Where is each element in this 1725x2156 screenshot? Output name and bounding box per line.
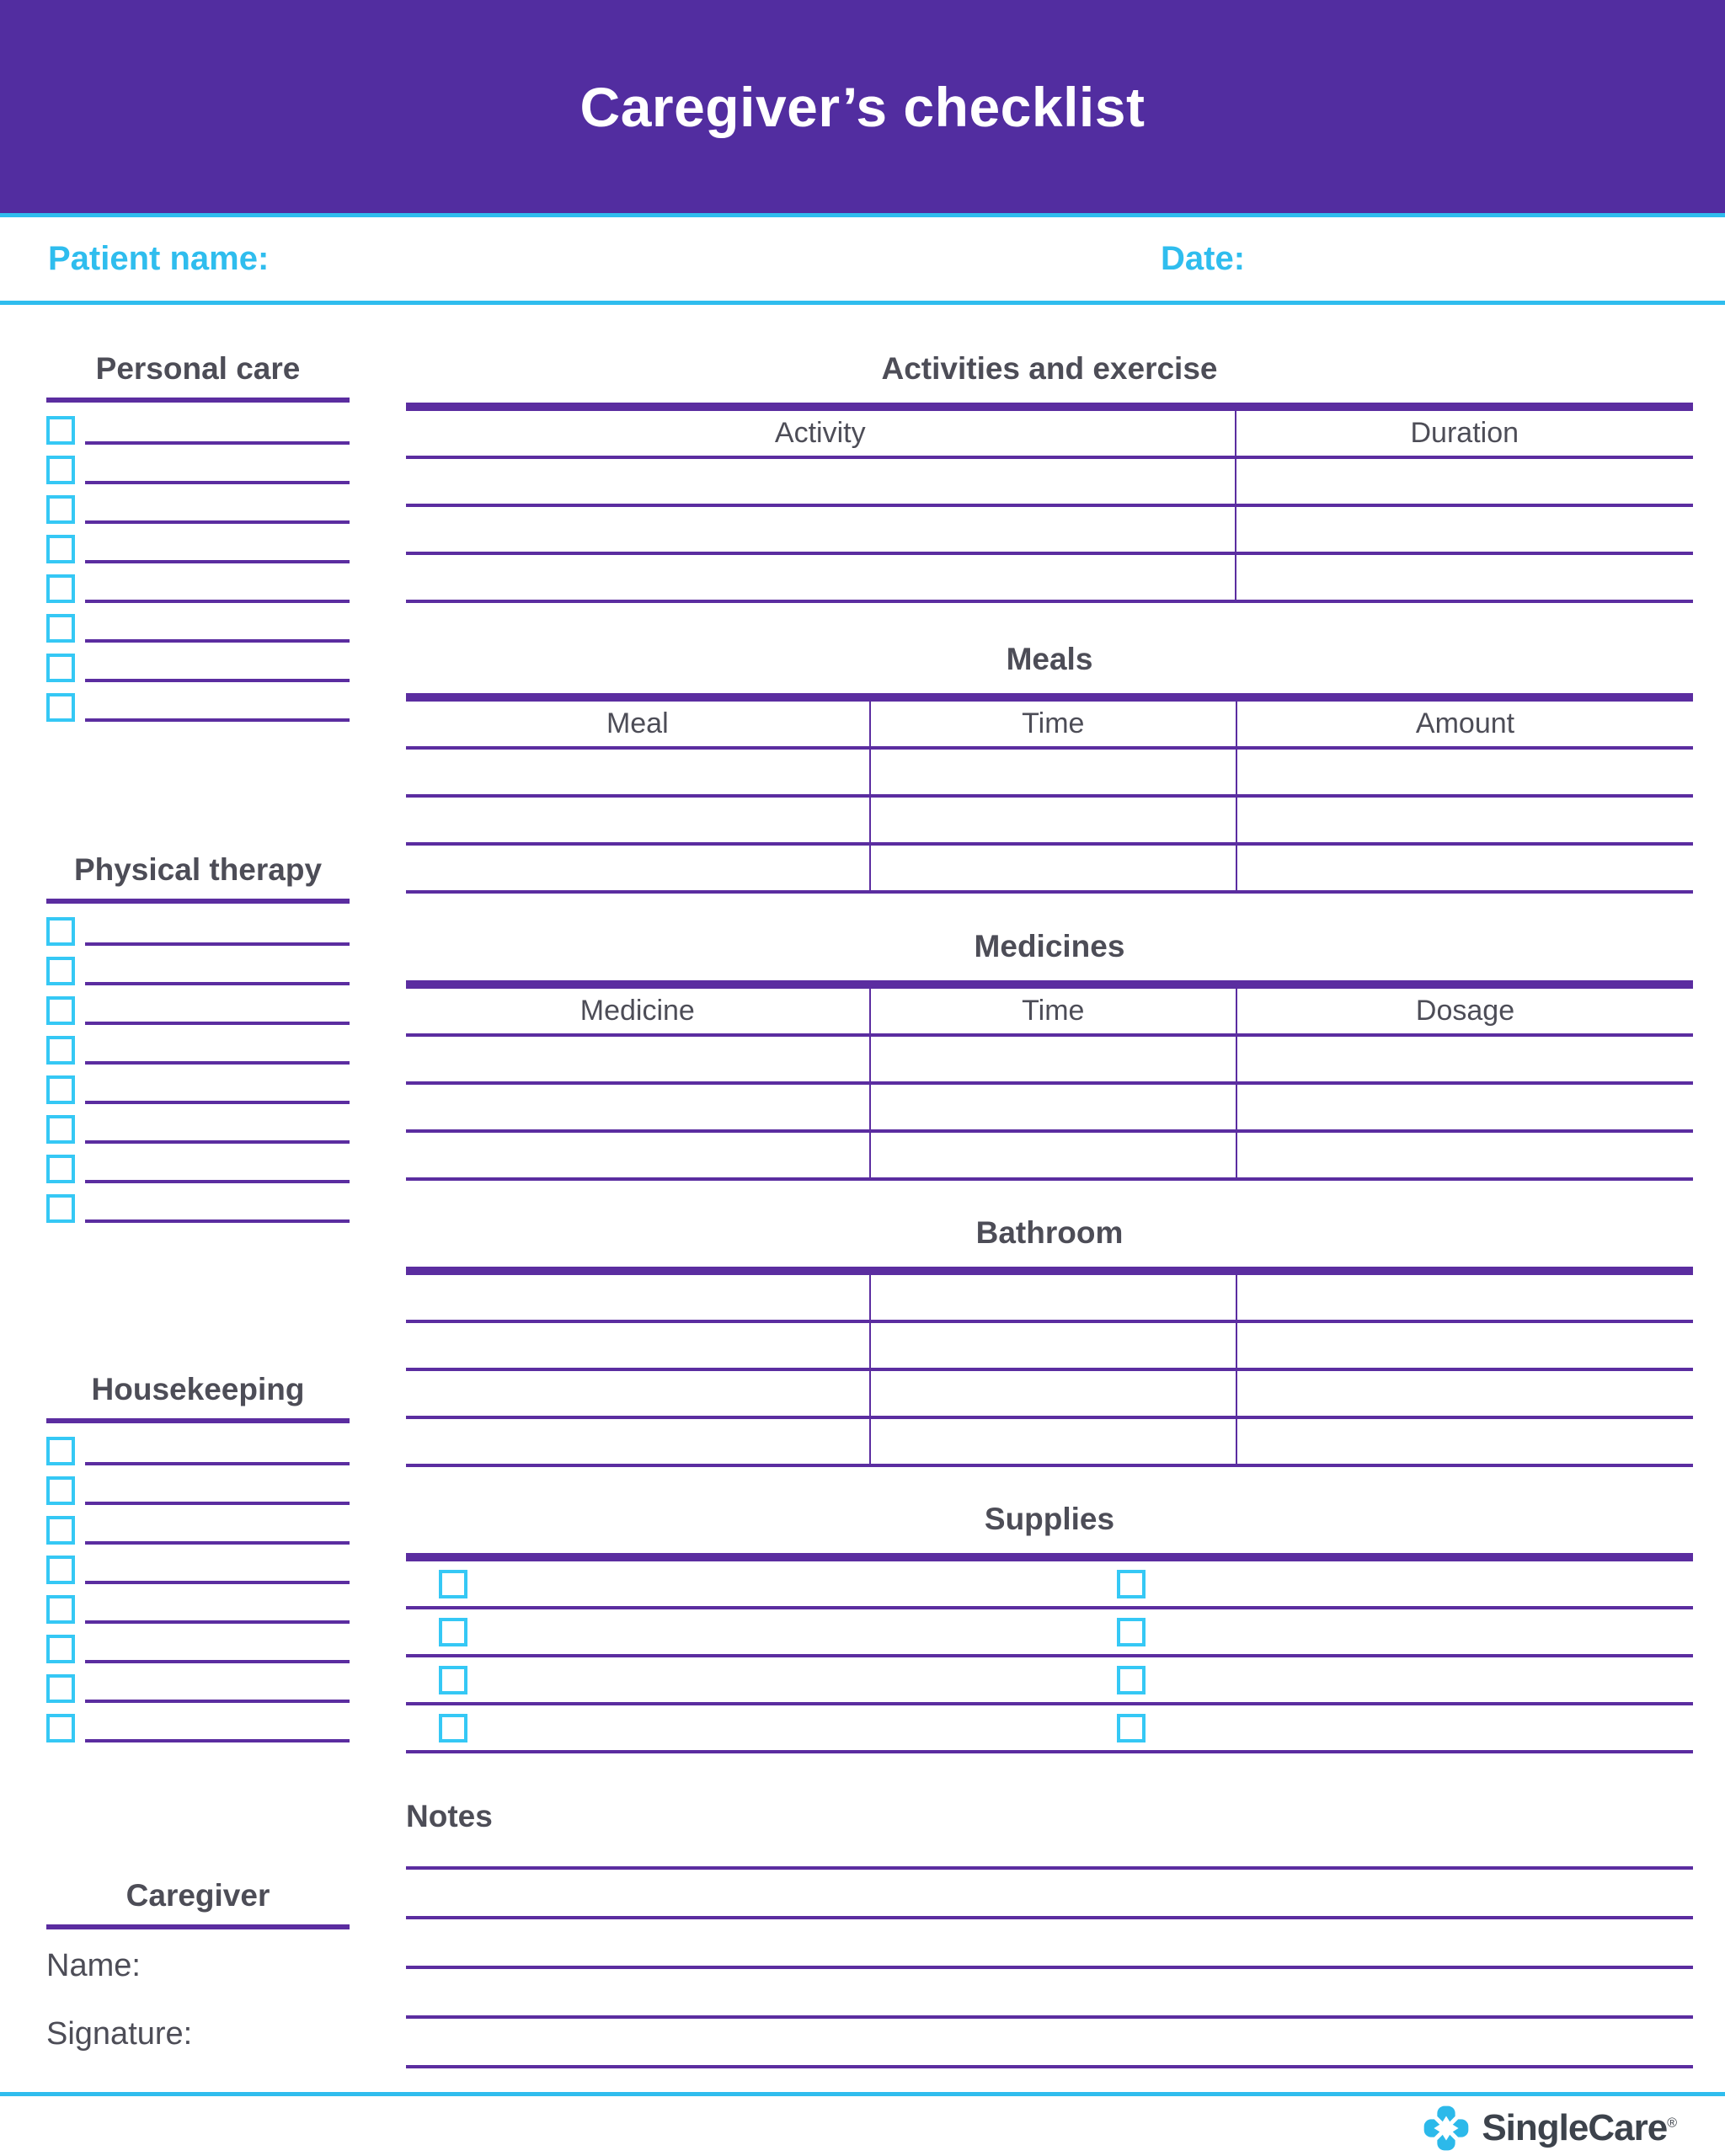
write-in-line[interactable]: [85, 456, 350, 484]
checklist-row: [46, 1714, 350, 1742]
checklist-row: [46, 1115, 350, 1144]
checkbox[interactable]: [1117, 1714, 1146, 1742]
medicines-table-topbar: [406, 980, 1693, 989]
checkbox[interactable]: [46, 614, 75, 643]
medicines-header-time: Time: [871, 989, 1237, 1033]
meals-header-meal: Meal: [406, 702, 871, 746]
checkbox[interactable]: [46, 1674, 75, 1703]
meals-cell[interactable]: [406, 846, 871, 890]
write-in-line[interactable]: [85, 957, 350, 985]
checkbox[interactable]: [46, 1635, 75, 1663]
activities-header-activity: Activity: [406, 411, 1236, 456]
checkbox[interactable]: [46, 1437, 75, 1465]
section-caregiver: [46, 1877, 350, 2052]
supplies-row: [406, 1657, 1693, 1705]
medicines-cell[interactable]: [406, 1133, 871, 1177]
patient-name-label: Patient name:: [48, 240, 270, 277]
checkbox[interactable]: [46, 1516, 75, 1545]
supplies-row: [406, 1609, 1693, 1657]
section-supplies: [406, 1501, 1693, 1753]
bathroom-cell[interactable]: [871, 1323, 1237, 1368]
activities-table: [406, 403, 1693, 603]
medicines-header-medicine: Medicine: [406, 989, 871, 1033]
medicines-cell[interactable]: [1237, 1133, 1693, 1177]
activities-title: Activities and exercise: [881, 351, 1218, 386]
bathroom-cell[interactable]: [871, 1275, 1237, 1320]
notes-line[interactable]: [406, 1870, 1693, 1919]
checkbox[interactable]: [46, 917, 75, 946]
write-in-line[interactable]: [85, 917, 350, 946]
checklist-row: [46, 917, 350, 946]
write-in-line[interactable]: [85, 535, 350, 563]
footer: [0, 2096, 1725, 2156]
bathroom-table-topbar: [406, 1267, 1693, 1275]
write-in-line[interactable]: [85, 996, 350, 1025]
caregiver-title: Caregiver: [126, 1878, 270, 1913]
medicines-cell[interactable]: [1237, 1085, 1693, 1129]
patient-bar: [0, 217, 1725, 301]
checkbox[interactable]: [439, 1618, 467, 1646]
checklist-row: [46, 1516, 350, 1545]
personal-care-title: Personal care: [95, 351, 301, 386]
checkbox[interactable]: [46, 957, 75, 985]
checklist-row: [46, 1194, 350, 1223]
header-banner: [0, 0, 1725, 213]
meals-header-time: Time: [871, 702, 1237, 746]
checkbox[interactable]: [46, 654, 75, 682]
checkbox[interactable]: [46, 574, 75, 603]
bathroom-cell[interactable]: [406, 1275, 871, 1320]
write-in-line[interactable]: [85, 416, 350, 445]
bathroom-cell[interactable]: [1237, 1275, 1693, 1320]
checkbox[interactable]: [46, 535, 75, 563]
bathroom-cell[interactable]: [871, 1371, 1237, 1416]
activities-cell[interactable]: [1236, 507, 1693, 552]
bathroom-cell[interactable]: [1237, 1323, 1693, 1368]
housekeeping-title: Housekeeping: [91, 1372, 305, 1406]
bathroom-cell[interactable]: [871, 1419, 1237, 1464]
write-in-line[interactable]: [85, 693, 350, 722]
physical-therapy-title: Physical therapy: [73, 852, 323, 887]
activities-cell[interactable]: [1236, 459, 1693, 504]
meals-cell[interactable]: [1237, 798, 1693, 842]
checkbox[interactable]: [46, 495, 75, 524]
personal-care-list: [46, 416, 350, 722]
checklist-row: [46, 1437, 350, 1465]
write-in-line[interactable]: [85, 574, 350, 603]
notes-line[interactable]: [406, 2019, 1693, 2068]
checkbox[interactable]: [46, 416, 75, 445]
singlecare-cross-icon: [1423, 2105, 1470, 2152]
checkbox[interactable]: [1117, 1618, 1146, 1646]
checklist-row: [46, 1155, 350, 1183]
medicines-cell[interactable]: [406, 1037, 871, 1081]
meals-cell[interactable]: [871, 750, 1237, 794]
write-in-line[interactable]: [85, 1556, 350, 1584]
checkbox[interactable]: [46, 1595, 75, 1624]
write-in-line[interactable]: [85, 614, 350, 643]
write-in-line[interactable]: [85, 495, 350, 524]
checkbox[interactable]: [46, 1155, 75, 1183]
write-in-line[interactable]: [85, 1714, 350, 1742]
checklist-row: [46, 614, 350, 643]
notes-line[interactable]: [406, 1919, 1693, 1969]
activities-cell[interactable]: [1236, 555, 1693, 600]
physical-therapy-underline: [46, 899, 350, 904]
meals-table: [406, 693, 1693, 894]
notes-line[interactable]: [406, 1834, 1693, 1870]
supplies-grid: [406, 1553, 1693, 1753]
write-in-line[interactable]: [85, 1674, 350, 1703]
notes-title: Notes: [406, 1799, 493, 1833]
singlecare-wordmark: SingleCare®: [1482, 2107, 1676, 2148]
section-meals: [406, 641, 1693, 894]
checklist-row: [46, 693, 350, 722]
bathroom-cell[interactable]: [406, 1323, 871, 1368]
write-in-line[interactable]: [85, 1437, 350, 1465]
bathroom-table: [406, 1267, 1693, 1467]
checkbox[interactable]: [439, 1666, 467, 1694]
meals-header-amount: Amount: [1415, 707, 1515, 739]
checklist-row: [46, 1556, 350, 1584]
activities-table-topbar: [406, 403, 1693, 411]
checklist-row: [46, 654, 350, 682]
checklist-row: [46, 1476, 350, 1505]
checkbox[interactable]: [46, 996, 75, 1025]
write-in-line[interactable]: [85, 1115, 350, 1144]
section-bathroom: [406, 1214, 1693, 1467]
medicines-cell[interactable]: [406, 1085, 871, 1129]
checkbox[interactable]: [46, 1075, 75, 1104]
right-column: [406, 350, 1693, 2068]
write-in-line[interactable]: [85, 1476, 350, 1505]
checklist-row: [46, 1674, 350, 1703]
housekeeping-list: [46, 1437, 350, 1742]
meals-cell[interactable]: [406, 798, 871, 842]
meals-cell[interactable]: [1237, 846, 1693, 890]
checkbox[interactable]: [46, 1115, 75, 1144]
checklist-row: [46, 456, 350, 484]
form-body: [0, 305, 1725, 2092]
bathroom-cell[interactable]: [406, 1371, 871, 1416]
checklist-row: [46, 1036, 350, 1065]
activities-header-duration: Duration: [1410, 417, 1519, 449]
supplies-title: Supplies: [984, 1502, 1115, 1536]
section-physical-therapy: [46, 851, 350, 1223]
caregiver-name-label: Name:: [46, 1948, 141, 1983]
section-activities: [406, 350, 1693, 603]
checklist-row: [46, 535, 350, 563]
supplies-topbar: [406, 1553, 1693, 1561]
write-in-line[interactable]: [85, 1516, 350, 1545]
singlecare-logo: [1423, 2105, 1676, 2152]
section-medicines: [406, 928, 1693, 1181]
medicines-cell[interactable]: [871, 1037, 1237, 1081]
date-label: Date:: [1161, 240, 1246, 277]
checklist-row: [46, 1075, 350, 1104]
meals-cell[interactable]: [871, 846, 1237, 890]
checklist-row: [46, 1635, 350, 1663]
checkbox[interactable]: [439, 1570, 467, 1598]
medicines-cell[interactable]: [871, 1085, 1237, 1129]
caregiver-signature-label: Signature:: [46, 2016, 193, 2052]
activities-cell[interactable]: [406, 555, 1236, 600]
bathroom-cell[interactable]: [1237, 1371, 1693, 1416]
medicines-cell[interactable]: [871, 1133, 1237, 1177]
write-in-line[interactable]: [85, 654, 350, 682]
medicines-table: [406, 980, 1693, 1181]
checkbox[interactable]: [46, 1714, 75, 1742]
housekeeping-underline: [46, 1418, 350, 1423]
write-in-line[interactable]: [85, 1635, 350, 1663]
supplies-row: [406, 1561, 1693, 1609]
checklist-row: [46, 416, 350, 445]
bathroom-title: Bathroom: [975, 1215, 1124, 1250]
activities-cell[interactable]: [406, 459, 1236, 504]
section-notes: [406, 1799, 1693, 2068]
meals-table-topbar: [406, 693, 1693, 702]
physical-therapy-list: [46, 917, 350, 1223]
checkbox[interactable]: [46, 1194, 75, 1223]
write-in-line[interactable]: [85, 1155, 350, 1183]
personal-care-underline: [46, 398, 350, 403]
bathroom-cell[interactable]: [1237, 1419, 1693, 1464]
checklist-row: [46, 957, 350, 985]
checkbox[interactable]: [46, 1036, 75, 1065]
section-personal-care: [46, 350, 350, 722]
meals-cell[interactable]: [871, 798, 1237, 842]
write-in-line[interactable]: [85, 1595, 350, 1624]
checkbox[interactable]: [1117, 1570, 1146, 1598]
caregiver-underline: [46, 1924, 350, 1929]
checkbox[interactable]: [46, 693, 75, 722]
meals-cell[interactable]: [1237, 750, 1693, 794]
meals-cell[interactable]: [406, 750, 871, 794]
checkbox[interactable]: [46, 1476, 75, 1505]
write-in-line[interactable]: [85, 1036, 350, 1065]
checkbox[interactable]: [46, 456, 75, 484]
medicines-header-dosage: Dosage: [1415, 995, 1515, 1027]
checkbox[interactable]: [46, 1556, 75, 1584]
checklist-row: [46, 574, 350, 603]
left-column: [46, 350, 350, 2052]
bathroom-cell[interactable]: [406, 1419, 871, 1464]
registered-trademark-symbol: ®: [1667, 2116, 1676, 2131]
medicines-cell[interactable]: [1237, 1037, 1693, 1081]
checklist-row: [46, 495, 350, 524]
section-housekeeping: [46, 1371, 350, 1742]
notes-line[interactable]: [406, 1969, 1693, 2019]
checkbox[interactable]: [439, 1714, 467, 1742]
checkbox[interactable]: [1117, 1666, 1146, 1694]
notes-lines: [406, 1834, 1693, 2068]
checklist-row: [46, 996, 350, 1025]
meals-title: Meals: [1006, 642, 1093, 676]
supplies-rows: [406, 1561, 1693, 1753]
supplies-row: [406, 1705, 1693, 1753]
checklist-row: [46, 1595, 350, 1624]
page-title: Caregiver’s checklist: [579, 75, 1146, 138]
medicines-title: Medicines: [974, 929, 1125, 963]
activities-cell[interactable]: [406, 507, 1236, 552]
write-in-line[interactable]: [85, 1194, 350, 1223]
write-in-line[interactable]: [85, 1075, 350, 1104]
